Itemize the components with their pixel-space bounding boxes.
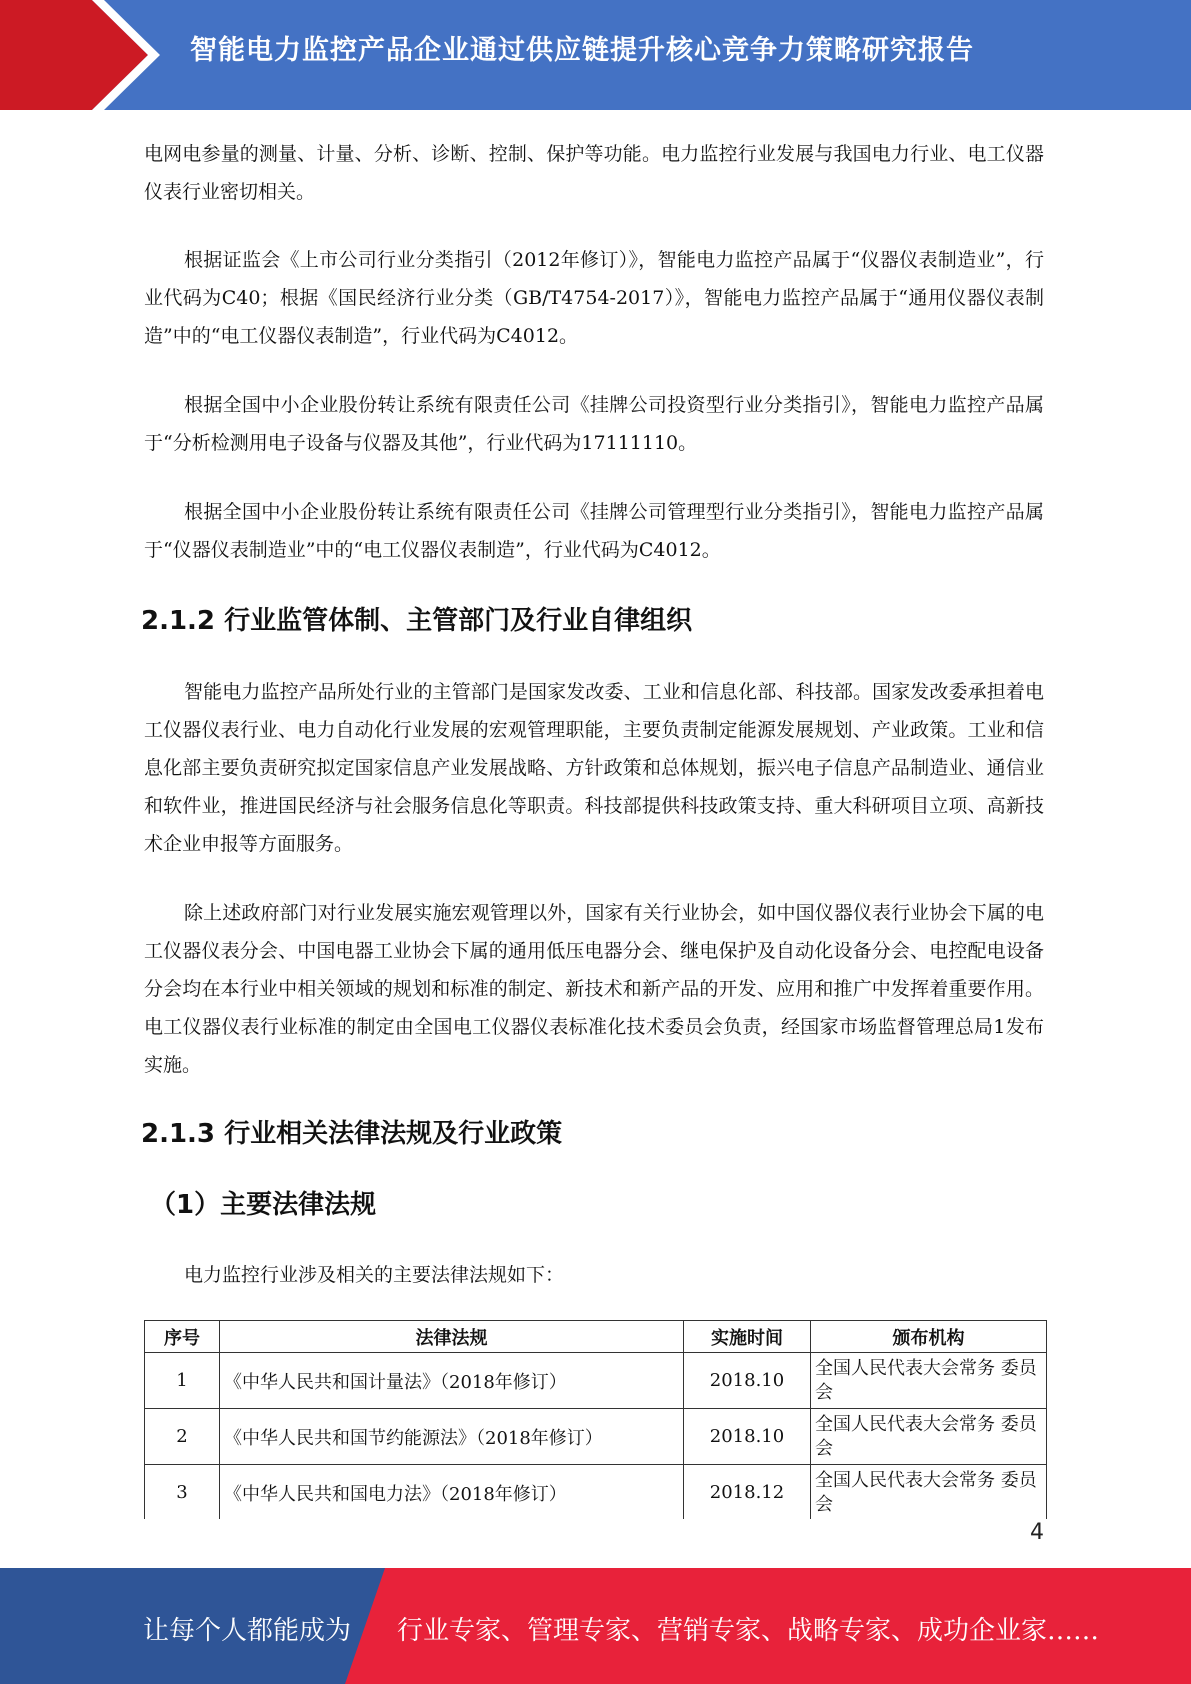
cell-org: 全国人民代表大会常务 委员会: [811, 1465, 1047, 1521]
table-page-break: [130, 1519, 1070, 1539]
column-header-date: 实施时间: [684, 1321, 811, 1353]
footer-slogan-right: 行业专家、管理专家、营销专家、战略专家、成功企业家……: [397, 1616, 1100, 1646]
paragraph-regulators: 智能电力监控产品所处行业的主管部门是国家发改委、工业和信息化部、科技部。国家发改委承担着电工仪器仪表行业、电力自动化行业发展的宏观管理职能，主要负责制定能源发展规划、产业政策。工业和信息化部主要负责研究拟定国家信息产业发展战略、方针政策和总体规划，振兴电子信息产品制造业、通信业和软件业，推进国民经济与社会服务信息化等职责。科技部提供科技政策支持、重大科研项目立项、高新技术企业申报等方面服务。: [144, 681, 1044, 855]
cell-law: 《中华人民共和国电力法》（2018年修订）: [220, 1465, 684, 1521]
table-row: [145, 1465, 1047, 1521]
paragraph-table-intro: 电力监控行业涉及相关的主要法律法规如下：: [184, 1264, 565, 1286]
cell-no: 2: [145, 1409, 220, 1465]
cell-law: 《中华人民共和国计量法》（2018年修订）: [220, 1353, 684, 1409]
table-row: [145, 1353, 1047, 1409]
cell-date: 2018.10: [684, 1409, 811, 1465]
column-header-org: 颁布机构: [811, 1321, 1047, 1353]
cell-date: 2018.10: [684, 1353, 811, 1409]
paragraph-associations: 除上述政府部门对行业发展实施宏观管理以外，国家有关行业协会，如中国仪器仪表行业协会下属的电工仪器仪表分会、中国电器工业协会下属的通用低压电器分会、继电保护及自动化设备分会、电控配电设备分会均在本行业中相关领域的规划和标准的制定、新技术和新产品的开发、应用和推广中发挥着重要作用。电工仪器仪表行业标准的制定由全国电工仪器仪表标准化技术委员会负责，经国家市场监督管理总局1发布实施。: [144, 902, 1044, 1076]
page-header: [0, 0, 1191, 110]
table-header-row: [145, 1321, 1047, 1353]
column-header-law: 法律法规: [220, 1321, 684, 1353]
paragraph-csrc-classification: 根据证监会《上市公司行业分类指引（2012年修订）》，智能电力监控产品属于“仪器仪表制造业”，行业代码为C40；根据《国民经济行业分类（GB/T4754-2017）》，智能电力监控产品属于“通用仪器仪表制造”中的“电工仪器仪表制造”，行业代码为C4012。: [144, 249, 1044, 347]
cell-org: 全国人民代表大会常务 委员会: [811, 1353, 1047, 1409]
laws-table: [144, 1320, 1047, 1521]
cell-law: 《中华人民共和国节约能源法》（2018年修订）: [220, 1409, 684, 1465]
page-number: 4: [1030, 1520, 1044, 1545]
page-footer: [0, 1568, 1191, 1684]
header-chevron-decoration: [0, 0, 220, 110]
cell-date: 2018.12: [684, 1465, 811, 1521]
cell-org: 全国人民代表大会常务 委员会: [811, 1409, 1047, 1465]
paragraph-management-classification: 根据全国中小企业股份转让系统有限责任公司《挂牌公司管理型行业分类指引》，智能电力监控产品属于“仪器仪表制造业”中的“电工仪器仪表制造”，行业代码为C4012。: [144, 501, 1044, 561]
subsection-heading-laws: （1）主要法律法规: [150, 1190, 377, 1220]
column-header-no: 序号: [145, 1321, 220, 1353]
report-title: 智能电力监控产品企业通过供应链提升核心竞争力策略研究报告: [190, 35, 974, 66]
section-heading-2-1-3: 2.1.3 行业相关法律法规及行业政策: [141, 1119, 563, 1149]
section-heading-2-1-2: 2.1.2 行业监管体制、主管部门及行业自律组织: [141, 606, 693, 636]
cell-no: 1: [145, 1353, 220, 1409]
footer-slogan-left: 让每个人都能成为: [143, 1616, 352, 1646]
paragraph-intro: 电网电参量的测量、计量、分析、诊断、控制、保护等功能。电力监控行业发展与我国电力行业、电工仪器仪表行业密切相关。: [144, 143, 1044, 203]
cell-no: 3: [145, 1465, 220, 1521]
table-row: [145, 1409, 1047, 1465]
paragraph-investment-classification: 根据全国中小企业股份转让系统有限责任公司《挂牌公司投资型行业分类指引》，智能电力监控产品属于“分析检测用电子设备与仪器及其他”，行业代码为17111110。: [144, 394, 1044, 454]
